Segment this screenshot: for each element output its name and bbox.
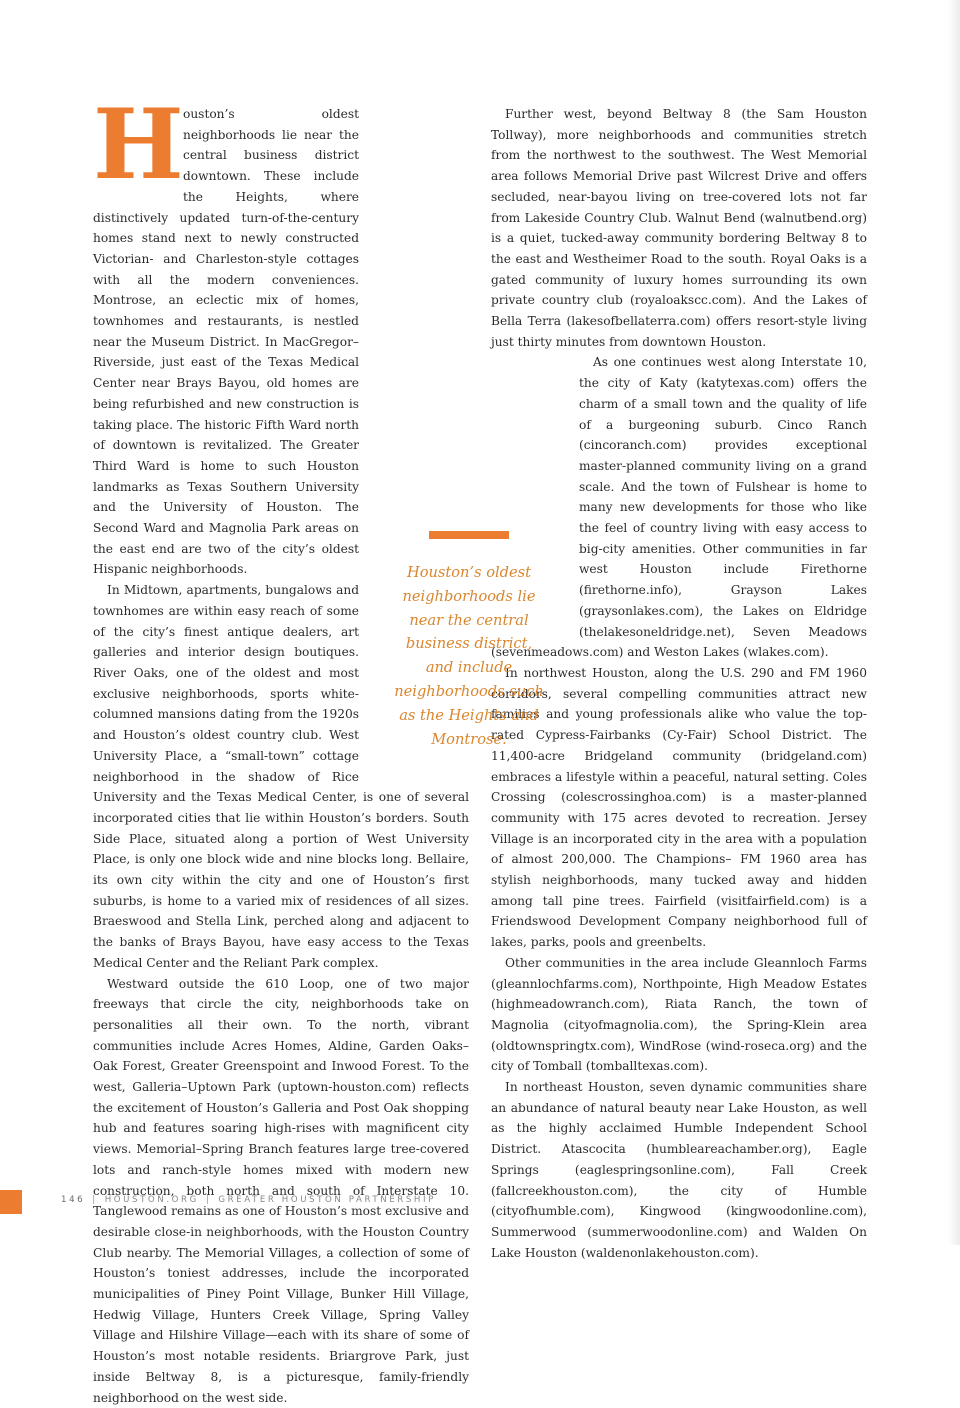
article-paragraph: In northwest Houston, along the U.S. 290 and FM 1960 corridors, several compelling communities attract new families and young professionals alike who value the top-rated Cypress-Fairbanks (Cy-Fair) School District. The 11,400-acre Bridgeland community (bridgeland.com) embraces a lifestyle within a peaceful, natural setting. Coles Crossing (colescrossinghoa.com) is a master-planned community with 175 acres devoted to recreation. Jersey Village is an incorporated city in the area with a population of almost 200,000. The Champions– FM 1960 area has stylish neighborhoods, many tucked away and hidden among tall pine trees. Fairfield (visitfairfield.com) is a Friendswood Development Company neighborhood full of lakes, parks, pools and greenbelts. xyxy=(491,665,867,950)
footer-org: GREATER HOUSTON PARTNERSHIP xyxy=(218,1195,436,1205)
article-paragraph: ouston’s oldest neighborhoods lie near the central business district downtown. These include the Heights, where distinctively updated turn-of-the-century homes stand next to newly constructed Victorian- and Charleston-style cottages with all the modern conveniences. Montrose, an eclectic mix of homes, townhomes and restaurants, is nestled near the Museum District. In MacGregor–Riverside, just east of the Texas Medical Center near Brays Bayou, old homes are being refurbished and new construction is taking place. The historic Fifth Ward north of downtown is revitalized. The Greater Third Ward is home to such Houston landmarks as Texas Southern University and the University of Houston. The Second Ward and Magnolia Park areas on the east end are two of the city’s oldest Hispanic neighborhoods. xyxy=(93,107,359,577)
footer-site: HOUSTON.ORG xyxy=(104,1195,199,1205)
article-column-right xyxy=(491,104,867,1263)
drop-cap: H xyxy=(93,88,184,201)
article-paragraph: Other communities in the area include Gleannloch Farms (gleannlochfarms.com), Northpointe, High Meadow Estates (highmeadowranch.com), Riata Ranch, the town of Magnolia (cityofmagnolia.com), the Spring-Klein area (oldtownspringtx.com), WindRose (wind-roseca.org) and the city of Tomball (tomballtexas.com). xyxy=(491,955,867,1074)
footer-accent-square xyxy=(0,1190,22,1214)
page-edge-shadow xyxy=(948,0,960,1245)
pull-quote-bar xyxy=(429,531,509,539)
footer-separator: | xyxy=(92,1195,98,1205)
page-number: 146 xyxy=(61,1195,86,1205)
article-paragraph: In Midtown, apartments, bungalows and townhomes are within easy reach of some of the city’s finest antique dealers, art galleries and interior design boutiques. River Oaks, one of the oldest and most exclusive neighborhoods, sports white-columned mansions dating from the 1920s and Houston’s oldest country club. West University Place, a “small-town” cottage neighborhood in the shadow of Rice University and the Texas Medical Center, is one of several incorporated cities that lie within Houston’s borders. South Side Place, situated along a portion of West University Place, is only one block wide and nine blocks long. Bellaire, its own city within the city and one of Houston’s first suburbs, is home to a varied mix of residences of all sizes. Braeswood and Stella Link, perched along and adjacent to the banks of Brays Bayou, have easy access to the Texas Medical Center and the Reliant Park complex. xyxy=(93,583,469,970)
pull-quote-text: Houston’s oldest neighborhoods lie near the central business district, and include neighborhoods such as the Heights and Montrose. xyxy=(394,564,544,748)
article-paragraph: In northeast Houston, seven dynamic communities share an abundance of natural beauty near Lake Houston, as well as the highly acclaimed Humble Independent School District. Atascocita (humbleareachamber.org), Eagle Springs (eaglespringsonline.com), Fall Creek (fallcreekhouston.com), the city of Humble (cityofhumble.com), Kingwood (kingwoodonline.com), Summerwood (summerwoodonline.com) and Walden On Lake Houston (waldenonlakehouston.com). xyxy=(491,1080,867,1260)
article-paragraph: Further west, beyond Beltway 8 (the Sam Houston Tollway), more neighborhoods and communities stretch from the northwest to the southwest. The West Memorial area follows Memorial Drive past Wilcrest Drive and offers secluded, near-bayou living on tree-covered lots not far from Lakeside Country Club. Walnut Bend (walnutbend.org) is a quiet, tucked-away community bordering Beltway 8 to the east and Westheimer Road to the south. Royal Oaks is a gated community of luxury homes surrounding its own private country club (royaloakscc.com). And the Lakes of Bella Terra (lakesofbellaterra.com) offers resort-style living just thirty minutes from downtown Houston. xyxy=(491,107,867,349)
article-column-left xyxy=(93,88,469,1408)
page-footer xyxy=(61,1195,436,1205)
article-paragraph: As one continues west along Interstate 10, the city of Katy (katytexas.com) offers the charm of a small town and the quality of life of a burgeoning suburb. Cinco Ranch (cincoranch.com) provides exceptional master-planned community living on a grand scale. And the town of Fulshear is home to many new developments for those who like the feel of country living with easy access to big-city amenities. Other communities in far west Houston include Firethorne (firethorne.info), Grayson Lakes (graysonlakes.com), the Lakes on Eldridge (thelakesoneldridge.net), Seven Meadows (sevenmeadows.com) and Weston Lakes (wlakes.com). xyxy=(491,355,867,660)
pull-quote xyxy=(393,531,545,751)
footer-separator: | xyxy=(205,1195,212,1205)
article-paragraph: Westward outside the 610 Loop, one of two major freeways that circle the city, neighborhoods take on personalities all their own. To the north, vibrant communities include Acres Homes, Aldine, Garden Oaks–Oak Forest, Greater Greenspoint and Inwood Forest. To the west, Galleria–Uptown Park (uptown-houston.com) reflects the excitement of Houston’s Galleria and Post Oak shopping hub and features soaring high-rises with magnificent city views. Memorial–Spring Branch features large tree-covered lots and ranch-style homes mixed with modern new construction, both north and south of Interstate 10. Tanglewood remains as one of Houston’s most exclusive and desirable close-in neighborhoods, with the Houston Country Club nearby. The Memorial Villages, a collection of some of Houston’s toniest addresses, include the incorporated municipalities of Piney Point Village, Bunker Hill Village, Hedwig Village, Hunters Creek Village, Spring Valley Village and Hilshire Village—each with its share of some of Houston’s most notable residents. Briargrove Park, just inside Beltway 8, is a picturesque, family-friendly neighborhood on the west side. xyxy=(93,976,469,1405)
